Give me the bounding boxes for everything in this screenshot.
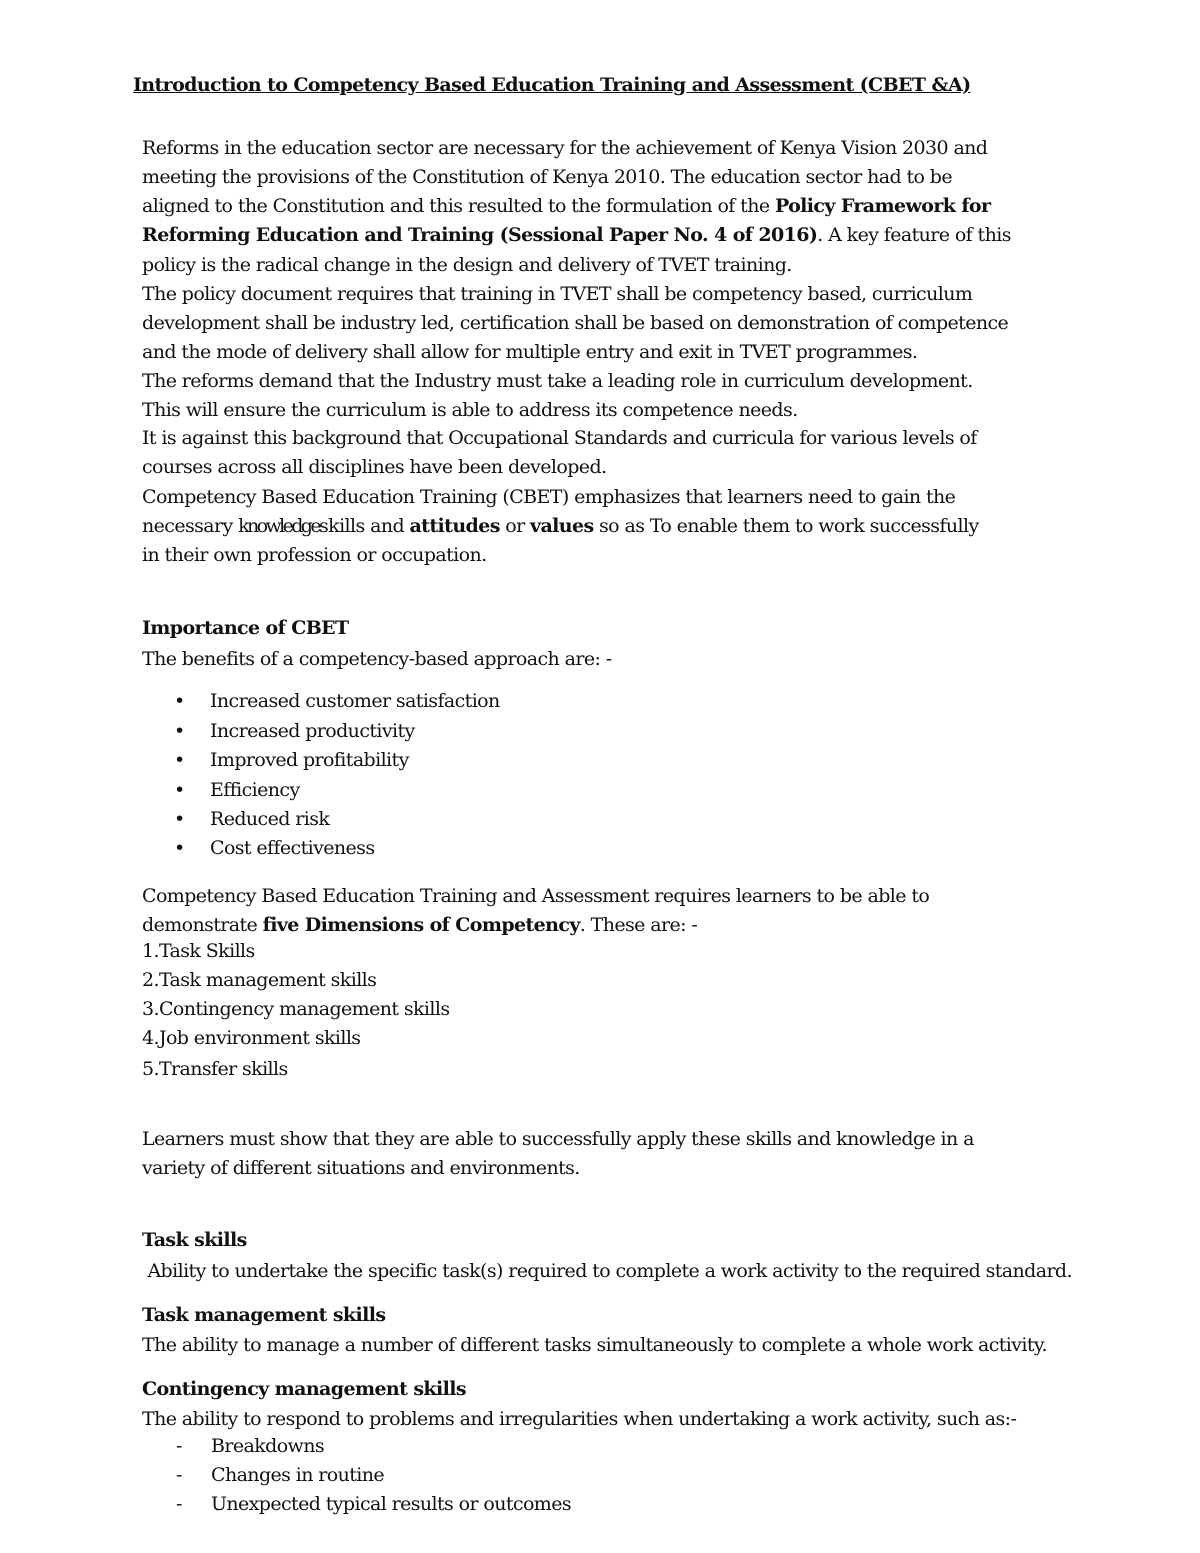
item-text: Job environment skills — [158, 1027, 361, 1049]
bullet-icon: • — [174, 749, 185, 771]
list-item — [174, 720, 415, 742]
attitudes-bold: attitudes — [409, 515, 500, 537]
values-bold: values — [530, 515, 594, 537]
intro-line4-text: . A key feature of this — [817, 224, 1011, 246]
numbered-item — [142, 1058, 288, 1080]
intro-line3-text: aligned to the Constitution and this resulted to the formulation of the — [142, 195, 775, 217]
dimensions-text: demonstrate — [142, 914, 263, 936]
apply-line: Learners must show that they are able to successfully apply these skills and knowledge in a — [142, 1128, 974, 1150]
list-item-text: Increased productivity — [210, 720, 415, 742]
cbet-text: so as To enable them to work successfully — [593, 515, 979, 537]
intro-line: and the mode of delivery shall allow for multiple entry and exit in TVET programmes. — [142, 341, 918, 363]
apply-line: variety of different situations and environments. — [142, 1157, 580, 1179]
task-skills-heading: Task skills — [142, 1229, 247, 1251]
document-title: Introduction to Competency Based Education Training and Assessment (CBET &A) — [133, 74, 971, 96]
item-text: Task Skills — [158, 940, 255, 962]
dash-list-item — [176, 1493, 571, 1515]
list-item — [174, 808, 329, 830]
item-number: 3. — [142, 998, 159, 1020]
dash-list-item — [176, 1464, 384, 1486]
item-number: 1. — [142, 940, 159, 962]
list-item — [174, 779, 300, 801]
item-number: 2. — [142, 969, 159, 991]
importance-lead: The benefits of a competency-based approach are: - — [142, 648, 612, 670]
contingency-heading: Contingency management skills — [142, 1378, 466, 1400]
five-dimensions-bold: five Dimensions of Competency — [262, 914, 580, 936]
intro-line: development shall be industry led, certification shall be based on demonstration of competence — [142, 312, 1009, 334]
list-item-text: Increased customer satisfaction — [210, 690, 500, 712]
intro-line: meeting the provisions of the Constitution of Kenya 2010. The education sector had to be — [142, 166, 953, 188]
contingency-text: The ability to respond to problems and irregularities when undertaking a work activity, such as:- — [142, 1408, 1017, 1430]
dash-item-text: Unexpected typical results or outcomes — [211, 1493, 572, 1515]
item-text: Transfer skills — [158, 1058, 288, 1080]
numbered-item — [142, 998, 450, 1020]
task-skills-text: Ability to undertake the specific task(s) required to complete a work activity to the required standard. — [142, 1260, 1072, 1282]
dash-icon: - — [176, 1464, 182, 1486]
intro-line: Competency Based Education Training (CBET) emphasizes that learners need to gain the — [142, 486, 956, 508]
intro-line: policy is the radical change in the design and delivery of TVET training. — [142, 254, 792, 276]
item-text: Task management skills — [158, 969, 377, 991]
list-item — [174, 749, 409, 771]
list-item-text: Reduced risk — [210, 808, 330, 830]
cbet-overlap-text: knowledge — [238, 515, 320, 537]
list-item-text: Efficiency — [210, 779, 300, 801]
numbered-item — [142, 940, 255, 962]
intro-line: The policy document requires that training in TVET shall be competency based, curriculum — [142, 283, 973, 305]
intro-line — [142, 192, 990, 221]
dash-list-item — [176, 1435, 324, 1457]
intro-line: Reforms in the education sector are necessary for the achievement of Kenya Vision 2030 and — [142, 137, 988, 159]
dimensions-line: Competency Based Education Training and Assessment requires learners to be able to — [142, 885, 930, 907]
bullet-icon: • — [174, 720, 185, 742]
intro-line: This will ensure the curriculum is able to address its competence needs. — [142, 399, 798, 421]
dash-item-text: Changes in routine — [211, 1464, 385, 1486]
item-number: 5. — [142, 1058, 159, 1080]
numbered-item — [142, 1027, 360, 1049]
dimensions-line — [142, 911, 697, 940]
dash-icon: - — [176, 1493, 182, 1515]
intro-line: It is against this background that Occupational Standards and curricula for various levels of — [142, 427, 977, 449]
item-text: Contingency management skills — [158, 998, 450, 1020]
intro-line: in their own profession or occupation. — [142, 544, 487, 566]
intro-line — [142, 512, 979, 541]
cbet-text: skills and — [319, 515, 410, 537]
task-management-text: The ability to manage a number of different tasks simultaneously to complete a whole work activity. — [142, 1334, 1047, 1356]
bullet-icon: • — [174, 808, 185, 830]
list-item — [174, 690, 500, 712]
bullet-icon: • — [174, 779, 185, 801]
bullet-icon: • — [174, 837, 185, 859]
list-item-text: Cost effectiveness — [210, 837, 375, 859]
dash-icon: - — [176, 1435, 182, 1457]
dimensions-text: . These are: - — [579, 914, 698, 936]
cbet-text: or — [499, 515, 531, 537]
dash-item-text: Breakdowns — [211, 1435, 324, 1457]
intro-line: courses across all disciplines have been developed. — [142, 456, 607, 478]
intro-line: The reforms demand that the Industry must take a leading role in curriculum development. — [142, 370, 973, 392]
task-management-heading: Task management skills — [142, 1304, 386, 1326]
bullet-icon: • — [174, 690, 185, 712]
importance-heading: Importance of CBET — [142, 617, 349, 639]
item-number: 4. — [142, 1027, 159, 1049]
policy-framework-bold: Policy Framework for — [774, 195, 991, 217]
list-item — [174, 837, 374, 859]
list-item-text: Improved profitability — [210, 749, 409, 771]
intro-line — [142, 221, 1011, 250]
cbet-text: necessary — [142, 515, 239, 537]
sessional-paper-bold: Reforming Education and Training (Sessional Paper No. 4 of 2016) — [142, 224, 818, 246]
numbered-item — [142, 969, 376, 991]
